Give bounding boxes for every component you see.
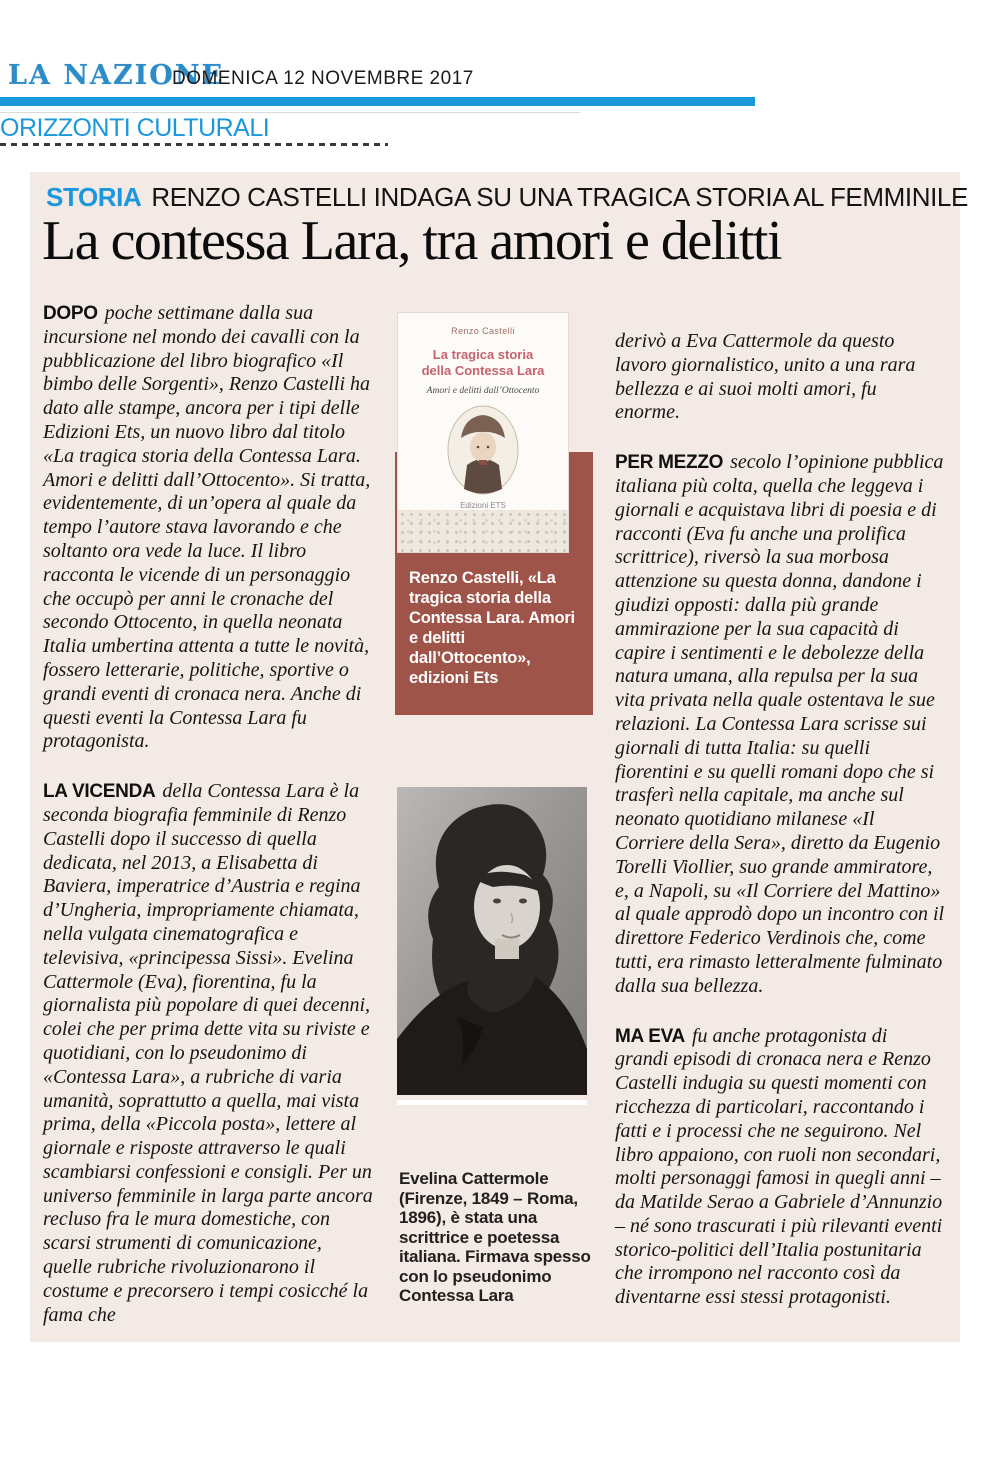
book-cover-portrait-icon <box>447 405 519 495</box>
book-cover-publisher: Edizioni ETS <box>460 501 506 510</box>
paragraph-text: derivò a Eva Cattermole da questo lavoro giornalistico, unito a una rara bellezza e ai suoi molti amori, fu enorme. <box>615 330 916 424</box>
paragraph <box>615 1025 945 1311</box>
section-header <box>0 112 580 146</box>
paragraph-lead: LA VICENDA <box>43 781 156 803</box>
newspaper-logo: LA NAZIONE <box>8 60 225 91</box>
book-cover-image <box>397 312 569 553</box>
headline: La contessa Lara, tra amori e delitti <box>42 210 782 272</box>
paragraph-text: poche settimane dalla sua incursione nel mondo dei cavalli con la pubblicazione del libro biografico «Il bimbo delle Sorgenti», Renzo Castelli ha dato alle stampe, ancora per i tipi delle Edizioni Ets, un nuovo libro dal titolo «La tragica storia della Contessa Lara. Amori e delitti dall’Ottocento». Si tratta, evidentemente, di un’opera al quale da tempo l’autore stava lavorando e che soltanto ora vede la luce. Il libro racconta le vicende di un personaggio che occupò per anni le cronache del secondo Ottocento, in quella neonata Italia umbertina attenta a tutte le novità, fossero letterarie, politiche, sportive o grandi eventi di cronaca nera. Anche di questi eventi la Contessa Lara fu protagonista. <box>43 302 371 753</box>
book-cover-title-line1: La tragica storia <box>432 347 534 362</box>
paragraph <box>43 302 373 754</box>
article-columns <box>43 302 945 1353</box>
paragraph <box>615 330 945 425</box>
book-cover-title-line2: della Contessa Lara <box>421 363 545 378</box>
photo-caption: Evelina Cattermole (Firenze, 1849 – Roma, 1896), è stata una scrittrice e poetessa italiana. Firmava spesso con lo pseudonimo Contessa Lara <box>399 1169 591 1305</box>
paragraph-lead: DOPO <box>43 303 98 324</box>
column-left <box>43 302 373 1353</box>
section-title: ORIZZONTI CULTURALI <box>0 114 270 142</box>
book-cover-title <box>398 347 568 379</box>
paragraph-text: della Contessa Lara è la seconda biografia femminile di Renzo Castelli dopo il successo di quella dedicata, nel 2013, a Elisabetta di Baviera, imperatrice d’Austria e regina d’Ungheria, impropriamente chiamata, nella vulgata cinematografica e televisiva, «principessa Sissi». Evelina Cattermole (Eva), fiorentina, fu la giornalista più popolare di quei decenni, colei che per prima dette vita su riviste e quotidiani, con lo pseudonimo di «Contessa Lara», a rubriche di varia umanità, soprattutto a quella, mai vista prima, della «Piccola posta», lettere al giornale e risposte attraverso le quali scambiarsi confessioni e consigli. Per un universo femminile in larga parte ancora recluso fra le mura domestiche, con scarsi strumenti di comunicazione, quelle rubriche rivoluzionarono il costume e precorsero i tempi cosicché la fama che <box>43 780 373 1326</box>
book-cover-lace-pattern <box>398 510 568 552</box>
paragraph-lead: PER MEZZO <box>615 452 724 474</box>
paragraph <box>615 451 945 998</box>
kicker-label: STORIA <box>46 182 142 212</box>
portrait-photo <box>397 787 587 1105</box>
paragraph-text: secolo l’opinione pubblica italiana più colta, quella che leggeva i giornali e acquistava libri di poesia e di racconti (Eva fu anche una prolifica scrittrice), riversò la sua morbosa attenzione su questa donna, dandone i giudizi opposti: dalla più grande ammirazione per la sua capacità di capire i sentimenti e le debolezze della natura umana, alla repulsa per la sua vita privata nella quale ostentava le sue relazioni. La Contessa Lara scrisse sui giornali di tutta Italia: su quelli fiorentini e su quelli romani dopo che si trasferì nella capitale, ma anche sul neonato quotidiano milanese «Il Corriere della Sera», diretto da Eugenio Torelli Viollier, suo grande ammiratore, e, a Napoli, su «Il Corriere del Mattino» al quale approdò dopo un incontro con il direttore Federico Verdinois che, come tutti, era rimasto letteralmente fulminato dalla sua bellezza. <box>615 451 945 997</box>
kicker <box>46 182 968 213</box>
column-middle <box>395 302 593 1337</box>
book-cover-subtitle: Amori e delitti dall’Ottocento <box>426 386 540 396</box>
column-right <box>615 302 945 1353</box>
section-underline <box>0 143 388 146</box>
paragraph-lead: MA EVA <box>615 1025 685 1047</box>
article-block <box>30 172 968 1342</box>
book-cover-author: Renzo Castelli <box>451 326 515 336</box>
kicker-text: RENZO CASTELLI INDAGA SU UNA TRAGICA STORIA AL FEMMINILE <box>151 182 968 212</box>
paragraph <box>43 780 373 1327</box>
header-rule <box>0 97 755 106</box>
issue-date: DOMENICA 12 NOVEMBRE 2017 <box>172 68 474 89</box>
book-caption: Renzo Castelli, «La tragica storia della Contessa Lara. Amori e delitti dall’Ottocento», edizioni Ets <box>409 569 575 687</box>
paragraph-text: fu anche protagonista di grandi episodi di cronaca nera e Renzo Castelli indugia su questi momenti con ricchezza di particolari, raccontando i fatti e i processi che ne seguirono. Nel libro appaiono, con ruoli non secondari, molti personaggi famosi in quegli anni – da Matilde Serao a Gabriele d’Annunzio – né sono trascurati i più rilevanti eventi storico-politici dell’Italia postunitaria che irrompono nel racconto così da diventarne essi stessi protagonisti. <box>615 1024 943 1309</box>
